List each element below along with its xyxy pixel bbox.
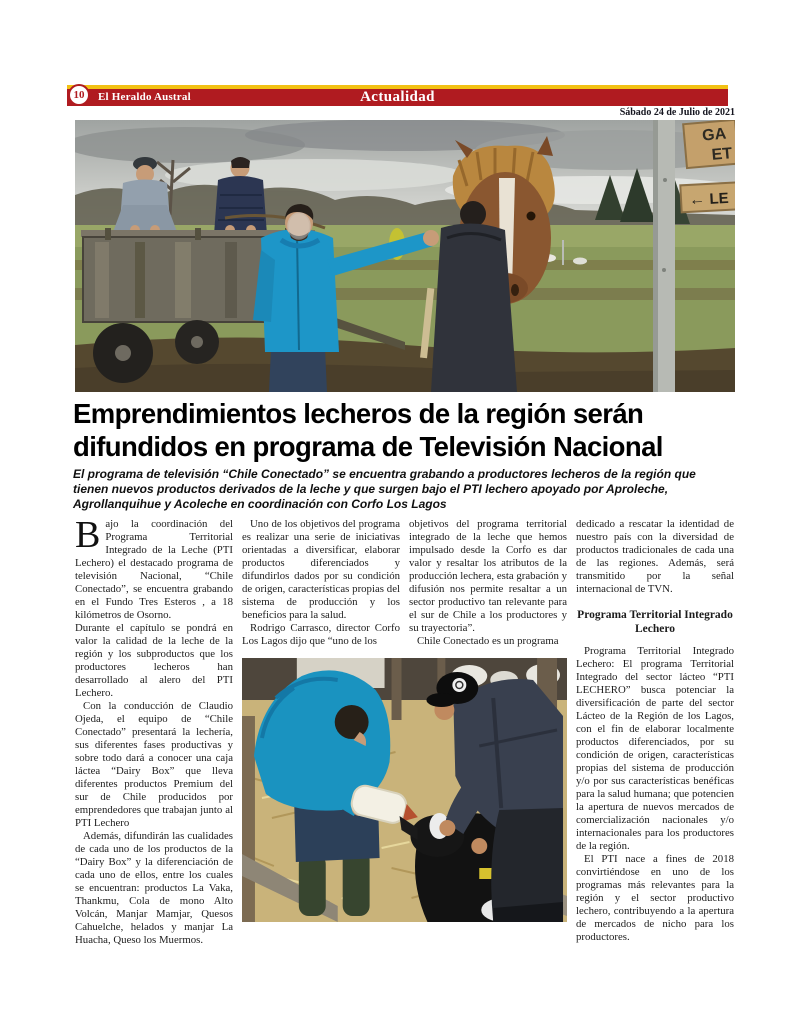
column-3 [409,518,567,648]
headline-line-2: difundidos en programa de Televisión Nacional [73,431,663,462]
inset-photo [242,658,567,922]
body-paragraph: Programa Territorial Integrado Lechero: El programa Territorial Integrado del sector lácteo “PTI LECHERO” busca potenciar la diversificación de parte del sector Lácteo de la Región de los Lagos, con el fin de elaborar localmente productos diferenciados, por su condición de origen, características propias del sistema de producción y/o por sus características benéficas para la salud humana; que potencien la apertura de nuevos mercados de comercialización nacionales y/o internacionales para los productores de la región. [576,645,734,852]
body-paragraph: Además, difundirán las cualidades de cada uno de los productos de la “Dairy Box” y la diferenciación de cada uno de ellos, entre los cuales se encuentran: productos La Vaka, Thankmu, Cola de mono Alto Volcán, Manjar Mamjar, Quesos Cahuelche, helados y manjar La Huacha, Queso los Muermos. [75,830,233,946]
body-paragraph: Bajo la coordinación del Programa Territorial Integrado de la Leche (PTI Lechero) el destacado programa de televisión Nacional, “Chile Conectado”, se encuentra grabando en el Fundo Tres Esteros , a 18 kilómetros de Osorno. [75,514,233,621]
body-paragraph: El PTI nace a fines de 2018 convirtiéndose en uno de los programas más relevantes para la región y el sector productivo lechero, contribuyendo a la apertura de mercados de nicho para los productores. [576,853,734,943]
article-headline [73,397,738,463]
drop-cap: B [75,514,101,556]
body-paragraph: objetivos del programa territorial integrado de la leche que hemos impulsado desde la Corfo es dar valor y resaltar los atributos de la producción lechera, esta grabación y difusión nos permite resaltar a un sector productivo tan relevante para el sur de Chile a los productores y su trayectoria”. [409,518,567,634]
column-1 [75,514,233,947]
masthead-title: El Heraldo Austral [98,91,191,103]
column-4 [576,518,734,944]
crosshead: Programa Territorial Integrado Lechero [577,609,733,635]
sign-arrow-icon: ← [688,191,706,209]
field-scene-illustration [75,120,735,392]
sign-ga-text: GA [701,125,727,145]
body-paragraph: dedicado a rescatar la identidad de nuestro país con la diversidad de productos tradicionales de cada una de las regiones. Además, será transmitido por la señal internacional de TVN. [576,518,734,595]
main-photo [75,120,735,392]
barn-scene-illustration [242,658,567,922]
article-standfirst: El programa de televisión “Chile Conectado” se encuentra grabando a productores lecheros de la región que tienen nuevos productos derivados de la leche y que surgen bajo el PTI lechero apoyado por Aproleche, Agrollanquihue y Acoleche en coordinación con Corfo Los Lagos [73,467,696,511]
column-2 [242,518,400,648]
sign-le-text: LE [709,189,730,208]
body-paragraph: Durante el capítulo se pondrá en valor la calidad de la leche de la región y los subproductos que los productores lecheros han desarrollado al alero del PTI Lechero. [75,622,233,699]
body-paragraph: Uno de los objetivos del programa es realizar una serie de iniciativas orientadas a diversificar, elaborar productos diferenciados y difundirlos dados por su condición de origen, características propias del sistema de producción y los beneficios para la salud. [242,518,400,621]
section-title: Actualidad [360,89,435,105]
headline-line-1: Emprendimientos lecheros de la región serán [73,398,644,429]
body-paragraph: Rodrigo Carrasco, director Corfo Los Lagos dijo que “uno de los [242,622,400,647]
sign-et-text: ET [711,145,733,164]
page-number-badge: 10 [68,84,90,106]
body-paragraph: Chile Conectado es un programa [417,635,559,647]
edition-date: Sábado 24 de Julio de 2021 [619,107,735,118]
body-paragraph: Con la conducción de Claudio Ojeda, el equipo de “Chile Conectado” presentará la lechería, sus diferentes fases productivas y sobre todo dará a conocer una caja láctea “Dairy Box” que lleva diferentes productos Premium del sur de Chile producidos por emprendedores que trabajan junto al PTI Lechero [75,700,233,829]
